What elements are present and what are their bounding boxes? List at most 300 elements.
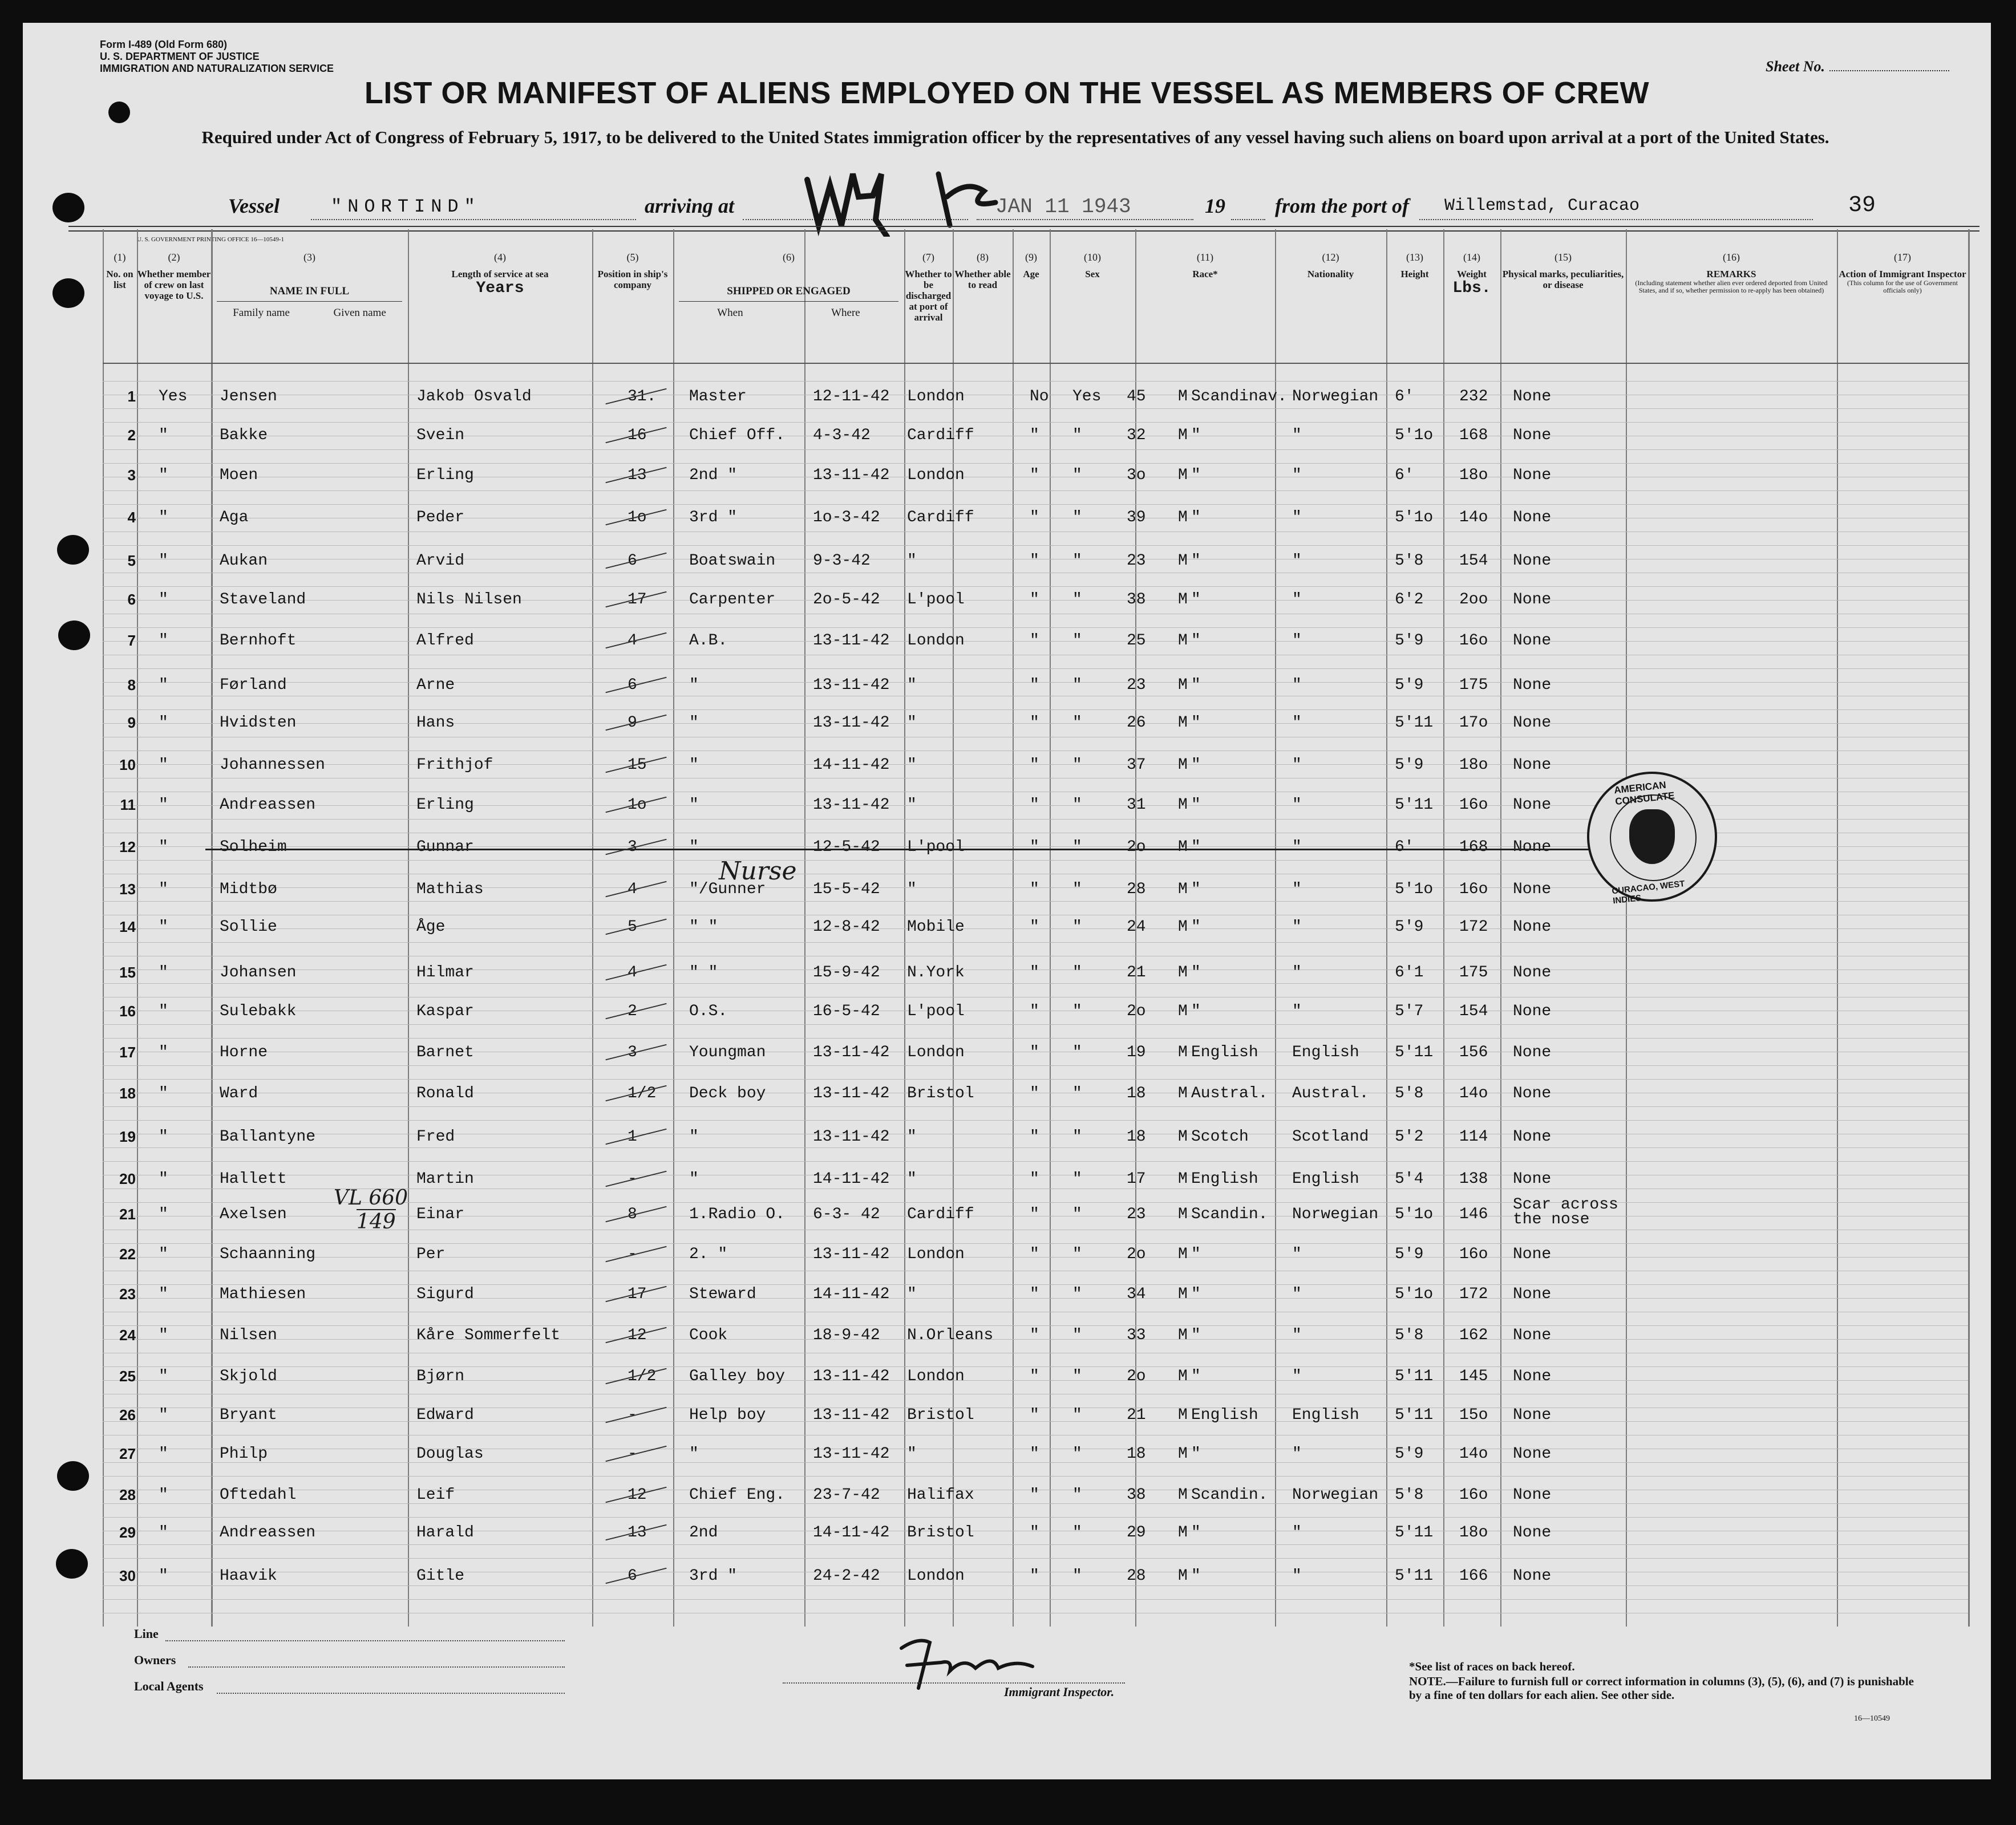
cell-years: 4 — [628, 964, 637, 982]
column-header — [1050, 229, 1135, 279]
cell-when: 9-3-42 — [813, 552, 871, 570]
cell-when: 14-11-42 — [813, 1285, 890, 1303]
column-label: Weight — [1457, 269, 1487, 279]
fine-note: NOTE.—Failure to furnish full or correct information in columns (3), (5), (6), and (7) is punishable by a fine of ten dollars for each alien. See other side. — [1409, 1674, 1914, 1702]
cell-height: 5'9 — [1395, 756, 1424, 774]
cell-family: Solheim — [220, 838, 287, 856]
consulate-seal — [1587, 772, 1717, 906]
cell-member: " — [159, 591, 168, 609]
column-divider — [904, 229, 905, 1627]
cell-marks: None — [1513, 388, 1552, 405]
cell-where: London — [907, 1246, 965, 1263]
cell-read: " — [1072, 632, 1082, 650]
cell-race: " — [1191, 632, 1201, 650]
cell-position: " " — [689, 918, 718, 936]
cell-member: " — [159, 1406, 168, 1424]
cell-read: " — [1072, 509, 1082, 526]
cell-nationality: " — [1292, 964, 1302, 982]
column-header — [1626, 229, 1837, 294]
column-sub-rule — [679, 301, 898, 302]
arrival-date-stamp: JAN 11 1943 — [995, 195, 1131, 218]
cell-years: 4 — [628, 632, 637, 650]
cell-years: - — [628, 1246, 637, 1263]
column-divider — [1013, 229, 1014, 1627]
cell-member: " — [159, 1445, 168, 1463]
column-sublabel: Given name — [333, 307, 386, 319]
cell-age: 38 — [1127, 591, 1146, 609]
crew-table — [23, 23, 1991, 1779]
cell-read: " — [1072, 1044, 1082, 1061]
cell-when: 4-3-42 — [813, 427, 871, 444]
cell-family: Hvidsten — [220, 714, 297, 732]
form-id: Form I-489 (Old Form 680) — [100, 39, 228, 50]
cell-race: " — [1191, 676, 1201, 694]
cell-age: 2o — [1127, 1368, 1146, 1385]
cell-where: " — [907, 1445, 917, 1463]
cell-age: 18 — [1127, 1445, 1146, 1463]
cell-nationality: " — [1292, 1003, 1302, 1020]
cell-marks: None — [1513, 1567, 1552, 1585]
cell-position: Chief Eng. — [689, 1486, 786, 1504]
cell-where: " — [907, 881, 917, 898]
cell-nationality: " — [1292, 1445, 1302, 1463]
cell-when: 23-7-42 — [813, 1486, 880, 1504]
cell-where: London — [907, 1567, 965, 1585]
cell-read: " — [1072, 1406, 1082, 1424]
cell-height: 5'9 — [1395, 632, 1424, 650]
year-label: 19 — [1205, 194, 1225, 217]
cell-sex: M — [1178, 1285, 1188, 1303]
cell-when: 13-11-42 — [813, 1368, 890, 1385]
cell-race: " — [1191, 964, 1201, 982]
cell-sex: M — [1178, 1003, 1188, 1020]
cell-given: Alfred — [416, 632, 474, 650]
row-number: 5 — [127, 552, 136, 569]
footer-line-rule — [165, 1640, 565, 1641]
cell-position: " — [689, 1445, 699, 1463]
cell-when: 12-8-42 — [813, 918, 880, 936]
column-label: Length of service at sea — [451, 269, 549, 279]
cell-nationality: " — [1292, 714, 1302, 732]
cell-position: Master — [689, 388, 747, 405]
cell-age: 2o — [1127, 1003, 1146, 1020]
handwritten-vl: VL 660 — [334, 1186, 408, 1210]
cell-family: Bernhoft — [220, 632, 297, 650]
cell-nationality: " — [1292, 918, 1302, 936]
cell-when: 6-3- 42 — [813, 1206, 880, 1223]
cell-position: "/Gunner — [689, 881, 766, 898]
cell-read: " — [1072, 1085, 1082, 1102]
cell-years: 1o — [628, 509, 647, 526]
page-title: LIST OR MANIFEST OF ALIENS EMPLOYED ON THE VESSEL AS MEMBERS OF CREW — [364, 76, 1650, 110]
column-subheaders — [673, 307, 904, 318]
column-number: (6) — [783, 252, 795, 263]
cell-age: 38 — [1127, 1486, 1146, 1504]
cell-when: 13-11-42 — [813, 1445, 890, 1463]
cell-sex: M — [1178, 388, 1188, 405]
column-number: (7) — [922, 252, 934, 263]
cell-years: 17 — [628, 591, 647, 609]
cell-given: Fred — [416, 1128, 455, 1146]
column-sub-rule — [217, 301, 402, 302]
handwritten-nurse: Nurse — [719, 857, 797, 886]
cell-sex: M — [1178, 796, 1188, 814]
vessel-label: Vessel — [228, 194, 280, 217]
cell-discharged: " — [1030, 467, 1039, 484]
cell-marks: None — [1513, 1170, 1552, 1188]
cell-race: " — [1191, 1445, 1201, 1463]
cell-family: Schaanning — [220, 1246, 316, 1263]
cell-nationality: " — [1292, 427, 1302, 444]
cell-marks: None — [1513, 918, 1552, 936]
cell-member: " — [159, 1327, 168, 1344]
ruling-line — [103, 1120, 1968, 1121]
column-number: (17) — [1894, 252, 1911, 263]
row-number: 27 — [119, 1445, 136, 1462]
cell-read: " — [1072, 1524, 1082, 1542]
cell-weight: 16o — [1459, 1246, 1488, 1263]
cell-marks: None — [1513, 1445, 1552, 1463]
cell-position: A.B. — [689, 632, 728, 650]
cell-years: 8 — [628, 1206, 637, 1223]
cell-marks: None — [1513, 1524, 1552, 1542]
cell-nationality: " — [1292, 838, 1302, 856]
cell-race: " — [1191, 591, 1201, 609]
row-number: 25 — [119, 1368, 136, 1385]
cell-weight: 172 — [1459, 918, 1488, 936]
cell-race: " — [1191, 714, 1201, 732]
column-label: NAME IN FULL — [269, 285, 350, 297]
cell-race: Scandin. — [1191, 1486, 1268, 1504]
cell-nationality: English — [1292, 1170, 1359, 1188]
ruling-line — [103, 1517, 1968, 1518]
cell-given: Erling — [416, 796, 474, 814]
cell-discharged: " — [1030, 1445, 1039, 1463]
cell-position: Boatswain — [689, 552, 776, 570]
ruling-line — [103, 1284, 1968, 1285]
cell-weight: 2oo — [1459, 591, 1488, 609]
cell-family: Moen — [220, 467, 258, 484]
cell-member: " — [159, 467, 168, 484]
footer-agents-rule — [217, 1693, 565, 1694]
cell-given: Gitle — [416, 1567, 465, 1585]
cell-race: " — [1191, 1567, 1201, 1585]
cell-family: Aukan — [220, 552, 268, 570]
cell-discharged: " — [1030, 1567, 1039, 1585]
cell-member: " — [159, 1567, 168, 1585]
cell-given: Svein — [416, 427, 465, 444]
row-number: 19 — [119, 1128, 136, 1145]
cell-height: 5'1o — [1395, 427, 1434, 444]
cell-weight: 166 — [1459, 1567, 1488, 1585]
cell-sex: M — [1178, 1170, 1188, 1188]
ruling-line — [103, 408, 1968, 409]
cell-discharged: " — [1030, 1003, 1039, 1020]
cell-age: 2o — [1127, 838, 1146, 856]
cell-discharged: No — [1030, 388, 1049, 405]
cell-position: " — [689, 796, 699, 814]
cell-family: Aga — [220, 509, 249, 526]
cell-years: - — [628, 1445, 637, 1463]
cell-family: Haavik — [220, 1567, 277, 1585]
cell-sex: M — [1178, 714, 1188, 732]
ruling-line — [103, 490, 1968, 491]
cell-race: Scotch — [1191, 1128, 1249, 1146]
cell-weight: 18o — [1459, 467, 1488, 484]
column-number: (9) — [1025, 252, 1037, 263]
cell-age: 23 — [1127, 1206, 1146, 1223]
cell-position: 3rd " — [689, 1567, 738, 1585]
cell-race: English — [1191, 1406, 1258, 1424]
cell-race: " — [1191, 881, 1201, 898]
cell-nationality: " — [1292, 1327, 1302, 1344]
cell-read: " — [1072, 1128, 1082, 1146]
cell-given: Einar — [416, 1206, 465, 1223]
row-strikethrough — [205, 849, 1597, 850]
column-header — [1443, 229, 1500, 297]
cell-height: 5'2 — [1395, 1128, 1424, 1146]
cell-family: Sollie — [220, 918, 277, 936]
cell-weight: 16o — [1459, 881, 1488, 898]
row-number: 9 — [127, 714, 136, 731]
cell-given: Jakob Osvald — [416, 388, 532, 405]
cell-weight: 156 — [1459, 1044, 1488, 1061]
cell-member: " — [159, 1170, 168, 1188]
column-header — [1013, 229, 1050, 279]
column-divider — [1626, 229, 1627, 1627]
cell-years: 13 — [628, 467, 647, 484]
cell-position: 3rd " — [689, 509, 738, 526]
cell-age: 28 — [1127, 881, 1146, 898]
cell-marks: None — [1513, 591, 1552, 609]
column-label: Age — [1023, 269, 1039, 279]
column-header — [1275, 229, 1386, 279]
cell-race: " — [1191, 918, 1201, 936]
cell-given: Barnet — [416, 1044, 474, 1061]
cell-sex: M — [1178, 838, 1188, 856]
ruling-line — [103, 1243, 1968, 1244]
vessel-name: "NORTIND" — [331, 196, 481, 217]
column-sublabel: Where — [831, 307, 860, 319]
department-name: U. S. DEPARTMENT OF JUSTICE — [100, 51, 260, 62]
cell-marks: None — [1513, 964, 1552, 982]
cell-sex: M — [1178, 591, 1188, 609]
cell-weight: 16o — [1459, 632, 1488, 650]
cell-read: " — [1072, 796, 1082, 814]
cell-member: " — [159, 1246, 168, 1263]
cell-race: Scandinav. — [1191, 388, 1288, 405]
cell-height: 5'9 — [1395, 1445, 1424, 1463]
cell-where: Bristol — [907, 1524, 974, 1542]
cell-years: 15 — [628, 756, 647, 774]
cell-when: 18-9-42 — [813, 1327, 880, 1344]
cell-age: 45 — [1127, 388, 1146, 405]
cell-sex: M — [1178, 1524, 1188, 1542]
cell-where: London — [907, 1044, 965, 1061]
cell-sex: M — [1178, 467, 1188, 484]
cell-when: 14-11-42 — [813, 1170, 890, 1188]
ruling-line — [103, 1106, 1968, 1107]
column-unit: Lbs. — [1452, 279, 1491, 297]
cell-given: Ronald — [416, 1085, 474, 1102]
cell-when: 13-11-42 — [813, 1128, 890, 1146]
column-number: (2) — [168, 252, 180, 263]
cell-height: 6' — [1395, 467, 1414, 484]
cell-member: " — [159, 509, 168, 526]
column-header — [592, 229, 673, 290]
cell-position: " — [689, 1170, 699, 1188]
cell-race: " — [1191, 1524, 1201, 1542]
row-number: 4 — [127, 509, 136, 526]
cell-family: Axelsen — [220, 1206, 287, 1223]
cell-position: " — [689, 838, 699, 856]
printing-office: U. S. GOVERNMENT PRINTING OFFICE 16—10549-1 — [137, 236, 285, 243]
cell-discharged: " — [1030, 964, 1039, 982]
ruling-line — [103, 1024, 1968, 1025]
cell-sex: M — [1178, 1206, 1188, 1223]
cell-read: " — [1072, 552, 1082, 570]
cell-weight: 145 — [1459, 1368, 1488, 1385]
cell-marks: None — [1513, 796, 1552, 814]
cell-where: Bristol — [907, 1085, 974, 1102]
cell-sex: M — [1178, 676, 1188, 694]
cell-discharged: " — [1030, 714, 1039, 732]
cell-marks: None — [1513, 552, 1552, 570]
column-number: (12) — [1322, 252, 1339, 263]
cell-discharged: " — [1030, 509, 1039, 526]
cell-position: Deck boy — [689, 1085, 766, 1102]
cell-when: 13-11-42 — [813, 632, 890, 650]
cell-position: Carpenter — [689, 591, 776, 609]
column-sublabel: When — [717, 307, 743, 319]
cell-family: Johansen — [220, 964, 297, 982]
cell-nationality: " — [1292, 1368, 1302, 1385]
cell-read: " — [1072, 918, 1082, 936]
row-number: 20 — [119, 1170, 136, 1187]
cell-years: 6 — [628, 1567, 637, 1585]
cell-when: 13-11-42 — [813, 796, 890, 814]
ruling-line — [103, 942, 1968, 943]
column-divider — [1386, 229, 1387, 1627]
cell-nationality: " — [1292, 1567, 1302, 1585]
ruling-line — [103, 1325, 1968, 1326]
cell-family: Staveland — [220, 591, 306, 609]
row-number: 8 — [127, 676, 136, 694]
cell-weight: 172 — [1459, 1285, 1488, 1303]
column-label: SHIPPED OR ENGAGED — [727, 285, 851, 297]
column-divider — [1500, 229, 1501, 1627]
cell-marks: None — [1513, 467, 1552, 484]
cell-when: 13-11-42 — [813, 1085, 890, 1102]
cell-discharged: " — [1030, 796, 1039, 814]
cell-family: Hallett — [220, 1170, 287, 1188]
cell-read: " — [1072, 964, 1082, 982]
cell-race: English — [1191, 1170, 1258, 1188]
cell-age: 2o — [1127, 1246, 1146, 1263]
cell-family: Ward — [220, 1085, 258, 1102]
column-number: (16) — [1723, 252, 1740, 263]
cell-race: " — [1191, 1003, 1201, 1020]
cell-family: Bryant — [220, 1406, 277, 1424]
cell-family: Oftedahl — [220, 1486, 297, 1504]
column-sublabel: Family name — [233, 307, 290, 319]
cell-height: 5'11 — [1395, 1406, 1434, 1424]
cell-member: Yes — [159, 388, 188, 405]
cell-marks: None — [1513, 714, 1552, 732]
column-label: Whether able to read — [954, 269, 1011, 290]
cell-race: Scandin. — [1191, 1206, 1268, 1223]
cell-discharged: " — [1030, 427, 1039, 444]
cell-weight: 154 — [1459, 552, 1488, 570]
cell-member: " — [159, 756, 168, 774]
cell-member: " — [159, 552, 168, 570]
cell-weight: 168 — [1459, 838, 1488, 856]
column-note: (Including statement whether alien ever ordered deported from United States, and if so, whether permission to re-apply has been obtained) — [1635, 279, 1828, 294]
cell-when: 13-11-42 — [813, 676, 890, 694]
cell-weight: 18o — [1459, 1524, 1488, 1542]
footer-agents-label: Local Agents — [134, 1679, 204, 1693]
cell-position: Youngman — [689, 1044, 766, 1061]
cell-given: Arvid — [416, 552, 465, 570]
cell-where: L'pool — [907, 1003, 965, 1020]
cell-nationality: " — [1292, 1285, 1302, 1303]
cell-weight: 16o — [1459, 1486, 1488, 1504]
cell-age: 34 — [1127, 1285, 1146, 1303]
cell-years: 17 — [628, 1285, 647, 1303]
cell-race: " — [1191, 1368, 1201, 1385]
cell-sex: M — [1178, 1128, 1188, 1146]
column-label: Physical marks, peculiarities, or disease — [1502, 269, 1624, 290]
cell-where: London — [907, 1368, 965, 1385]
row-number: 7 — [127, 632, 136, 649]
cell-weight: 154 — [1459, 1003, 1488, 1020]
cell-marks: None — [1513, 1003, 1552, 1020]
column-header — [1135, 229, 1275, 279]
cell-where: L'pool — [907, 838, 965, 856]
cell-height: 5'1o — [1395, 881, 1434, 898]
ruling-line — [103, 1558, 1968, 1559]
service-name: IMMIGRATION AND NATURALIZATION SERVICE — [100, 63, 334, 74]
column-divider — [1837, 229, 1838, 1627]
cell-read: " — [1072, 1170, 1082, 1188]
cell-read: " — [1072, 1486, 1082, 1504]
cell-height: 6' — [1395, 838, 1414, 856]
cell-years: 3 — [628, 1044, 637, 1061]
column-label: Sex — [1085, 269, 1100, 279]
cell-where: " — [907, 1170, 917, 1188]
cell-race: " — [1191, 1246, 1201, 1263]
cell-family: Horne — [220, 1044, 268, 1061]
cell-given: Erling — [416, 467, 474, 484]
cell-family: Ballantyne — [220, 1128, 316, 1146]
cell-where: London — [907, 467, 965, 484]
cell-read: " — [1072, 838, 1082, 856]
cell-marks: Scar across the nose — [1513, 1196, 1618, 1228]
column-divider — [1275, 229, 1276, 1627]
cell-marks: None — [1513, 632, 1552, 650]
cell-height: 5'11 — [1395, 1567, 1434, 1585]
ruling-line — [103, 1544, 1968, 1545]
cell-sex: M — [1178, 756, 1188, 774]
row-number: 23 — [119, 1285, 136, 1303]
cell-nationality: " — [1292, 632, 1302, 650]
ruling-line — [103, 1161, 1968, 1162]
column-header — [103, 229, 137, 290]
cell-when: 2o-5-42 — [813, 591, 880, 609]
ruling-line — [103, 709, 1968, 710]
column-header — [1386, 229, 1443, 279]
cell-where: " — [907, 552, 917, 570]
